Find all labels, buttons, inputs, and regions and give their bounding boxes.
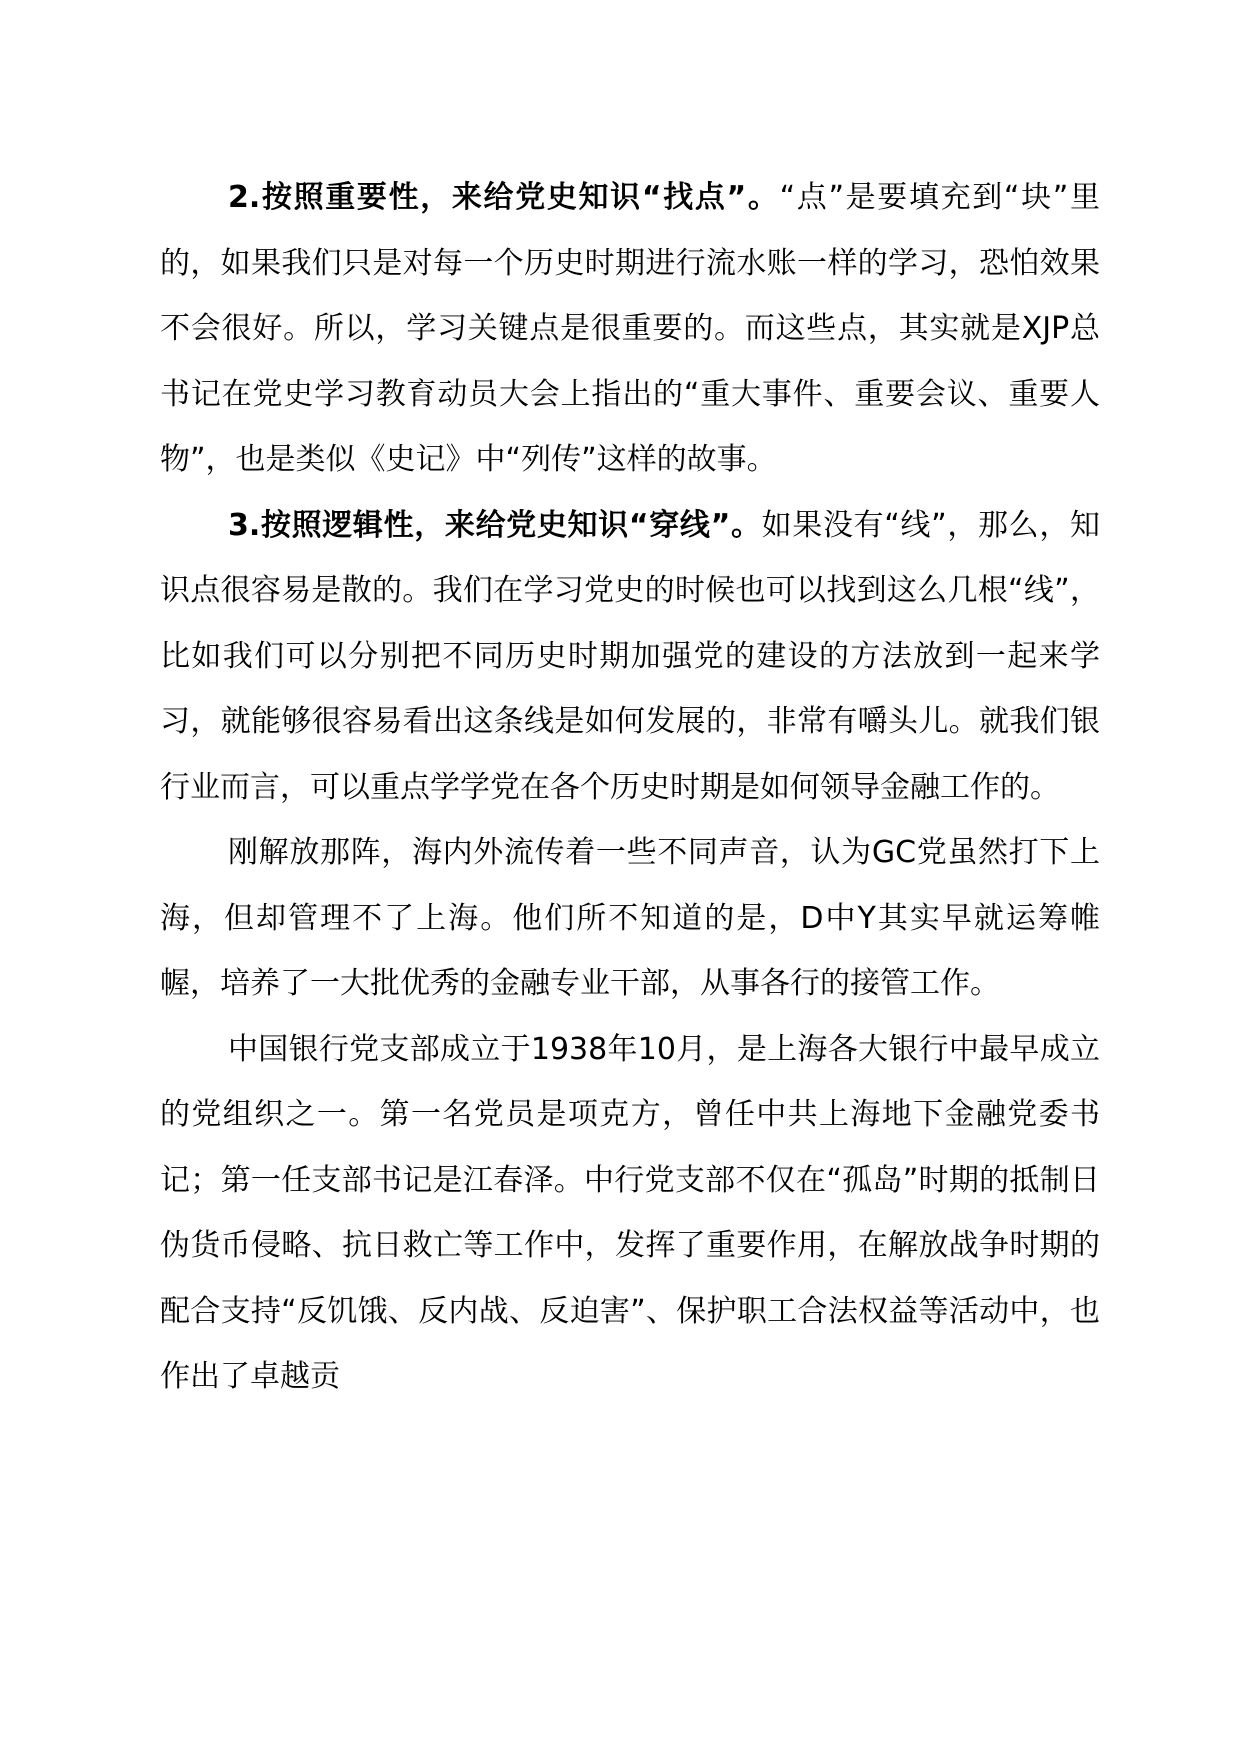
paragraph-liberation (160, 820, 1100, 1017)
document-body (160, 165, 1100, 1410)
paragraph-heading: 2.按照重要性，来给党史知识“找点”。 (228, 180, 780, 215)
paragraph-text: 刚解放那阵，海内外流传着一些不同声音，认为GC党虽然打下上海，但却管理不了上海。他们所不知道的是，D中Y其实早就运筹帷幄，培养了一大批优秀的金融专业干部，从事各行的接管工作。 (160, 835, 1100, 1001)
paragraph-boc-party-branch (160, 1017, 1100, 1410)
paragraph-find-points (160, 165, 1100, 493)
paragraph-heading: 3.按照逻辑性，来给党史知识“穿线”。 (228, 507, 762, 543)
paragraph-text: 如果没有“线”，那么，知识点很容易是散的。我们在学习党史的时候也可以找到这么几根“线”，比如我们可以分别把不同历史时期加强党的建设的方法放到一起来学习，就能够很容易看出这条线是如何发展的，非常有嚼头儿。就我们银行业而言，可以重点学学党在各个历史时期是如何领导金融工作的。 (160, 507, 1100, 805)
paragraph-text: “点”是要填充到“块”里的，如果我们只是对每一个历史时期进行流水账一样的学习，恐怕效果不会很好。所以，学习关键点是很重要的。而这些点，其实就是XJP总书记在党史学习教育动员大会上指出的“重大事件、重要会议、重要人物”，也是类似《史记》中“列传”这样的故事。 (160, 180, 1100, 477)
paragraph-thread-lines (160, 493, 1100, 821)
paragraph-text: 中国银行党支部成立于1938年10月，是上海各大银行中最早成立的党组织之一。第一名党员是项克方，曾任中共上海地下金融党委书记；第一任支部书记是江春泽。中行党支部不仅在“孤岛”时期的抵制日伪货币侵略、抗日救亡等工作中，发挥了重要作用，在解放战争时期的配合支持“反饥饿、反内战、反迫害”、保护职工合法权益等活动中，也作出了卓越贡 (160, 1031, 1100, 1394)
